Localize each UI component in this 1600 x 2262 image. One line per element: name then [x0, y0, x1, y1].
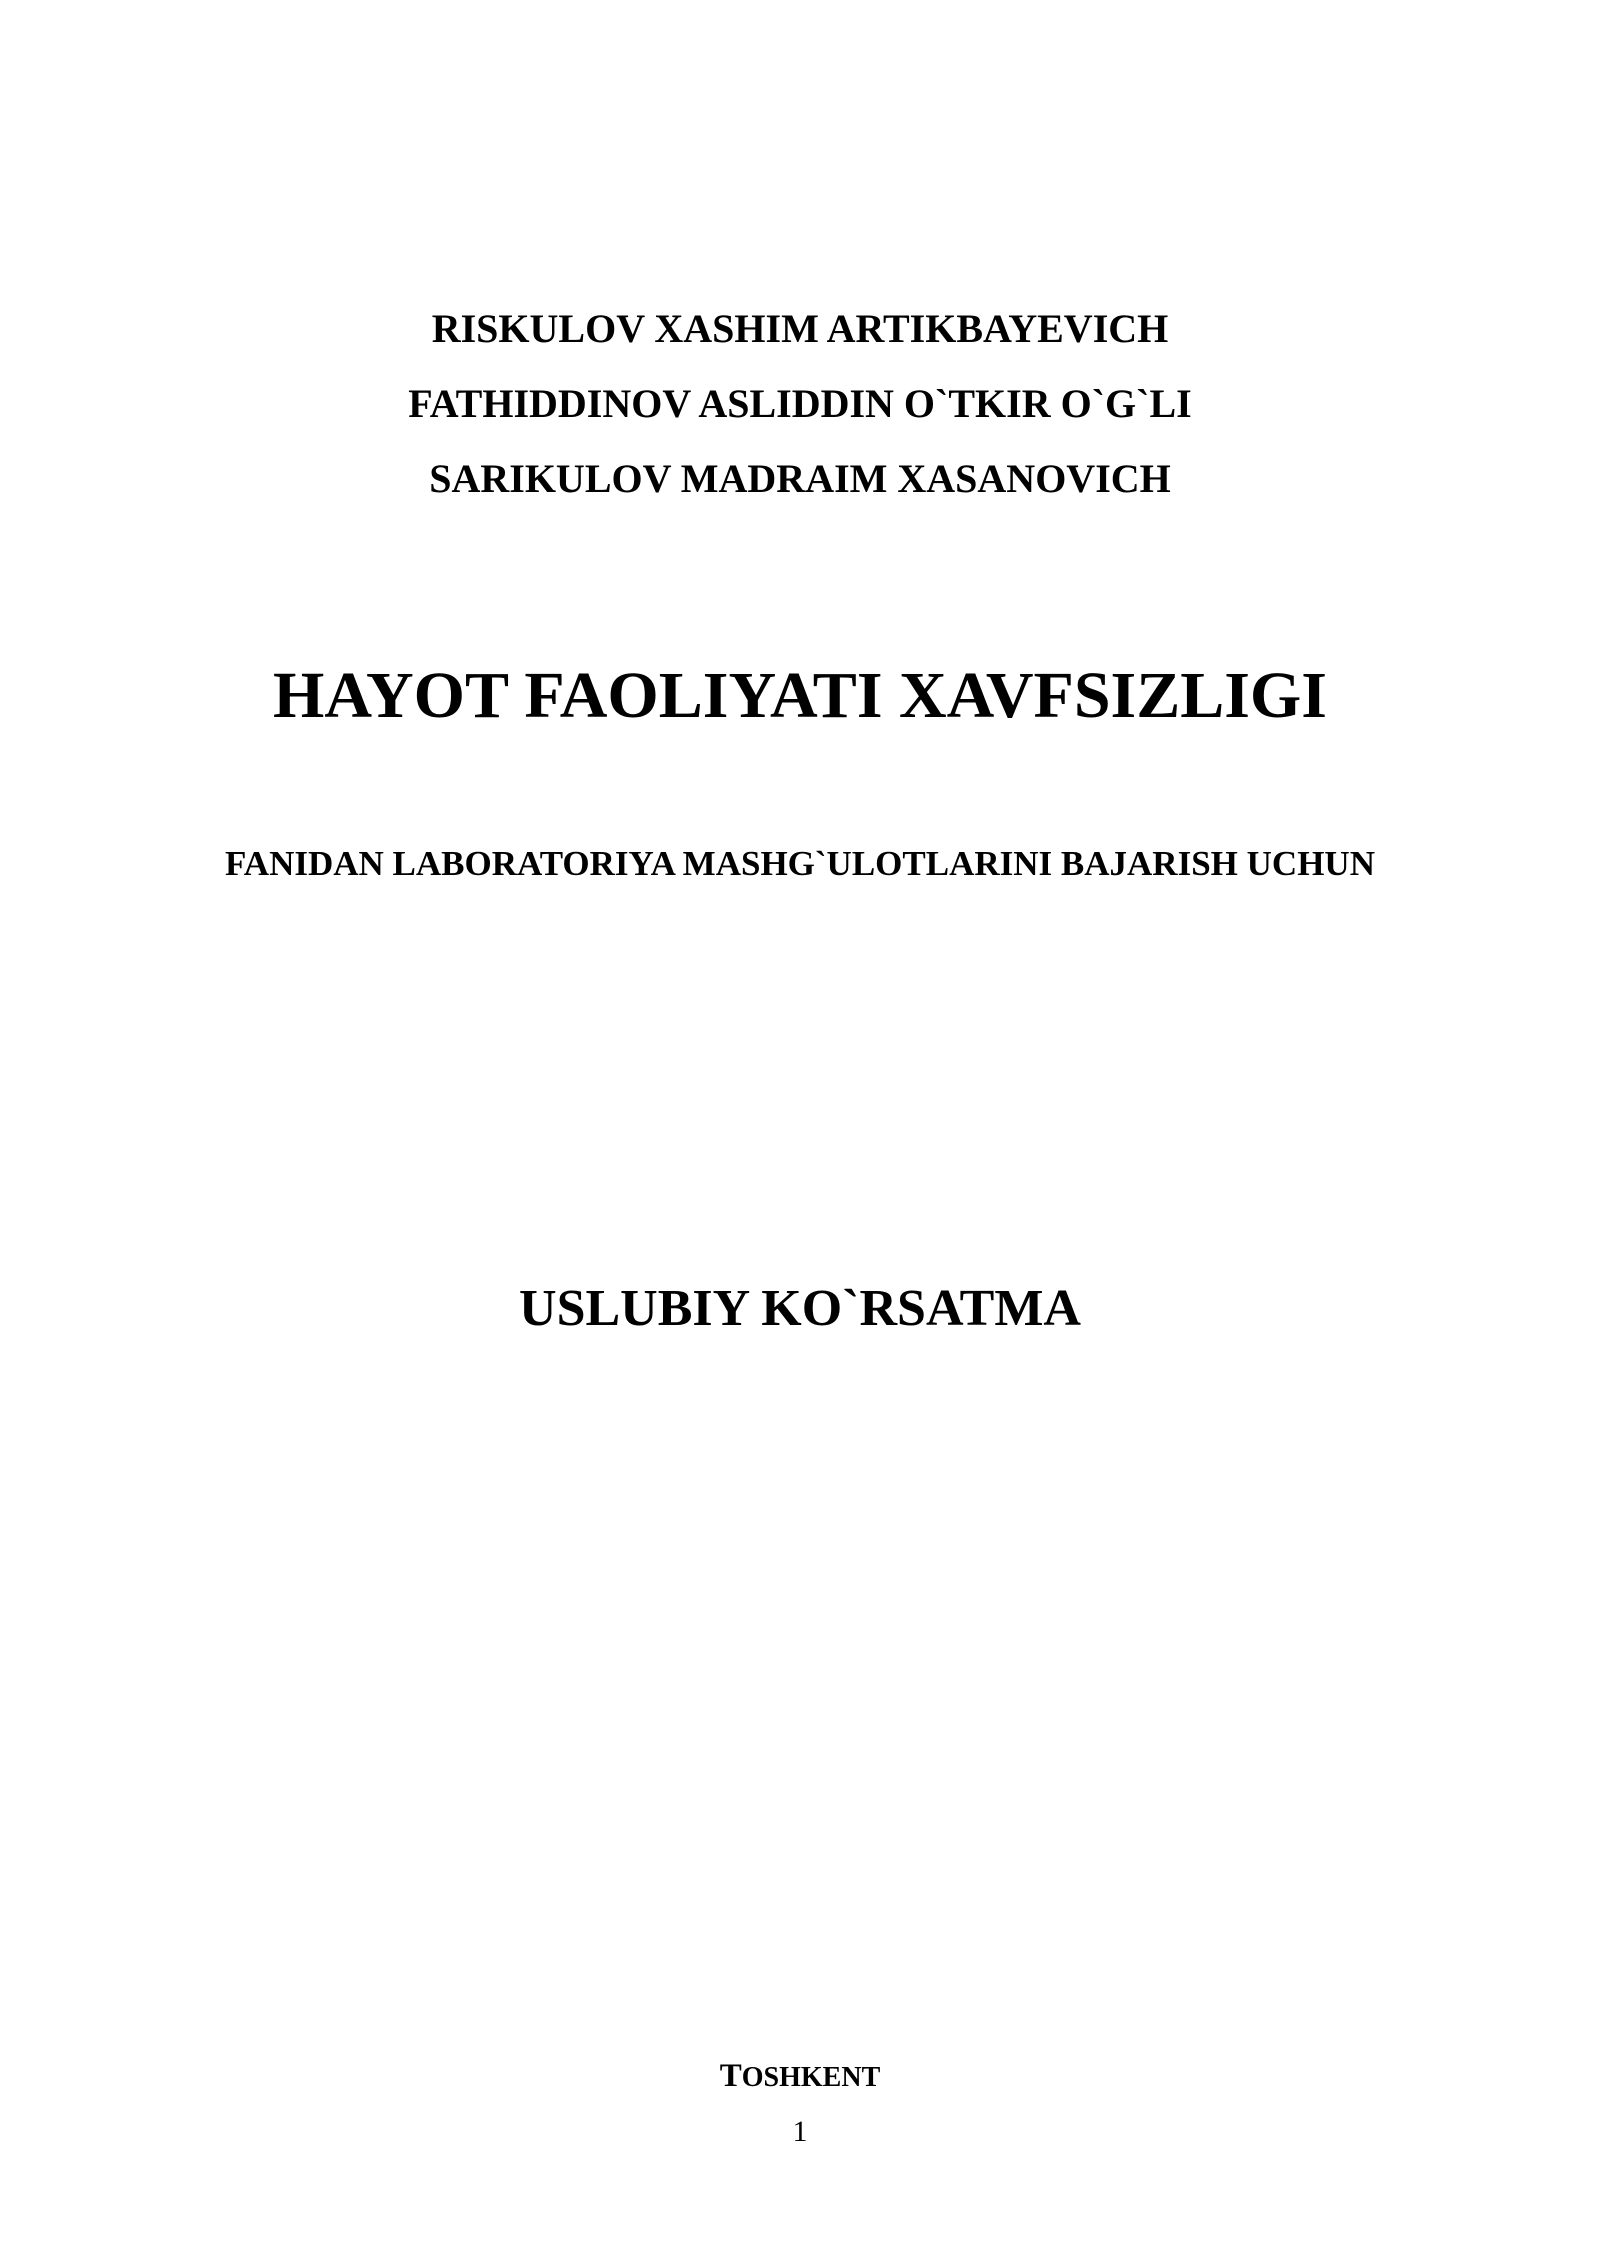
city-name-rest: OSHKENT	[741, 2062, 881, 2093]
document-title: HAYOT FAOLIYATI XAVFSIZLIGI	[273, 659, 1327, 732]
author-name: FATHIDDINOV ASLIDDIN O`TKIR O`G`LI	[408, 381, 1192, 426]
city-name-initial: T	[719, 2058, 742, 2094]
city-name	[0, 2060, 1600, 2093]
document-type: USLUBIY KO`RSATMA	[519, 1280, 1081, 1337]
page-number: 1	[792, 2115, 808, 2148]
document-subtitle: FANIDAN LABORATORIYA MASHG`ULOTLARINI BAJARISH UCHUN	[225, 844, 1375, 883]
author-name: SARIKULOV MADRAIM XASANOVICH	[429, 456, 1171, 501]
author-name: RISKULOV XASHIM ARTIKBAYEVICH	[431, 306, 1169, 351]
